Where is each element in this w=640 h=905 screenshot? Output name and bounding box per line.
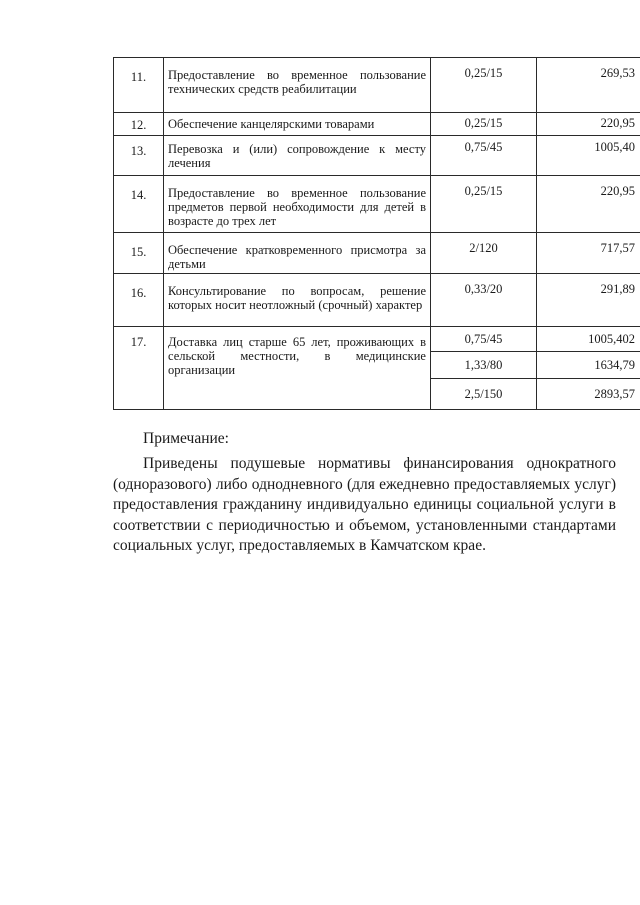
service-name: Предоставление во временное пользование технических средств реабилитации xyxy=(164,58,431,113)
row-number: 17. xyxy=(114,327,164,410)
service-norm: 0,75/45 xyxy=(431,327,537,352)
service-price: 220,95 xyxy=(537,176,640,233)
service-name: Предоставление во временное пользование предметов первой необходимости для детей в возрасте до трех лет xyxy=(164,176,431,233)
service-price: 2893,57 xyxy=(537,379,640,410)
service-price: 220,95 xyxy=(537,113,640,136)
service-price: 717,57 xyxy=(537,233,640,274)
row-number: 16. xyxy=(114,274,164,327)
service-name: Обеспечение канцелярскими товарами xyxy=(164,113,431,136)
service-norm: 0,25/15 xyxy=(431,176,537,233)
table-row xyxy=(114,58,640,113)
service-price: 1005,40 xyxy=(537,136,640,176)
table-row xyxy=(114,327,640,352)
row-number: 14. xyxy=(114,176,164,233)
service-norm: 2,5/150 xyxy=(431,379,537,410)
service-price: 291,89 xyxy=(537,274,640,327)
row-number: 11. xyxy=(114,58,164,113)
note-text: Приведены подушевые нормативы финансирования однократного (одноразового) либо однодневного (для ежедневно предоставляемых услуг) предоставления гражданину индивидуально единицы социальной услуги в соответствии с периодичностью и объемом, установленными стандартами социальных услуг, предоставляемых в Камчатском крае. xyxy=(113,455,616,554)
service-name: Обеспечение кратковременного присмотра за детьми xyxy=(164,233,431,274)
table-row xyxy=(114,113,640,136)
table-row xyxy=(114,233,640,274)
table-row xyxy=(114,176,640,233)
service-norm: 0,25/15 xyxy=(431,113,537,136)
service-price: 1634,79 xyxy=(537,352,640,379)
row-number: 15. xyxy=(114,233,164,274)
note-title: Примечание: xyxy=(143,430,229,447)
service-norm: 0,75/45 xyxy=(431,136,537,176)
service-norm: 2/120 xyxy=(431,233,537,274)
service-price: 269,53 xyxy=(537,58,640,113)
service-norm: 0,25/15 xyxy=(431,58,537,113)
services-table xyxy=(113,57,640,410)
service-norm: 1,33/80 xyxy=(431,352,537,379)
table-row xyxy=(114,274,640,327)
service-name: Консультирование по вопросам, решение которых носит неотложный (срочный) характер xyxy=(164,274,431,327)
service-name: Доставка лиц старше 65 лет, проживающих в сельской местности, в медицинские организации xyxy=(164,327,431,410)
service-price: 1005,402 xyxy=(537,327,640,352)
row-number: 13. xyxy=(114,136,164,176)
row-number: 12. xyxy=(114,113,164,136)
service-name: Перевозка и (или) сопровождение к месту лечения xyxy=(164,136,431,176)
service-norm: 0,33/20 xyxy=(431,274,537,327)
table-row xyxy=(114,136,640,176)
